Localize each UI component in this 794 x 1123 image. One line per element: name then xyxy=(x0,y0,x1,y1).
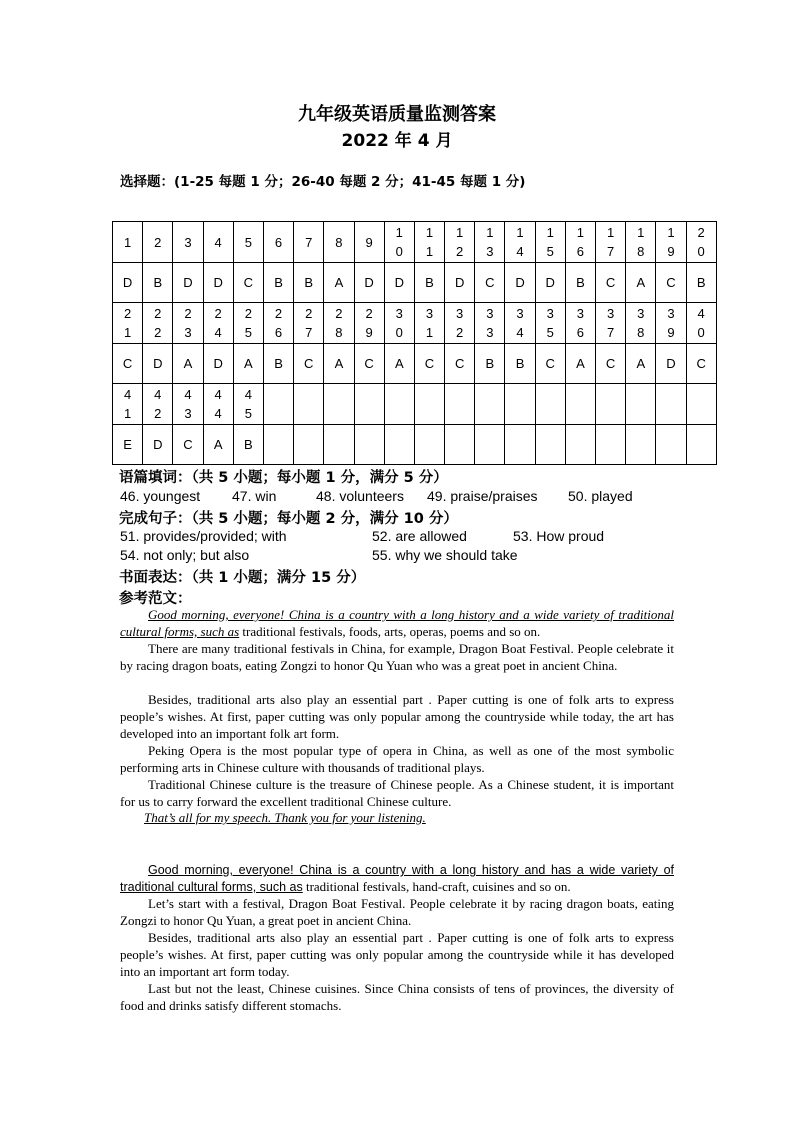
question-number-cell xyxy=(414,222,444,263)
question-number-digit: 3 xyxy=(184,325,192,340)
question-number-digit: 5 xyxy=(244,234,252,250)
question-number-digit: 1 xyxy=(395,225,403,240)
question-number-cell xyxy=(686,222,716,263)
cloze-answer-47: 47. win xyxy=(232,488,277,504)
answer-cell: C xyxy=(596,263,626,303)
question-number-cell xyxy=(626,303,656,344)
question-number-digit: 2 xyxy=(697,225,705,240)
question-number-digit: 5 xyxy=(244,325,252,340)
question-number-row xyxy=(113,303,717,344)
answer-cell: A xyxy=(384,344,414,384)
answer-cell: A xyxy=(203,425,233,465)
question-number-cell xyxy=(354,303,384,344)
cloze-answer-48: 48. volunteers xyxy=(316,488,404,504)
question-number-digit: 9 xyxy=(365,234,373,250)
question-number-digit: 5 xyxy=(546,244,554,259)
answer-cell: D xyxy=(656,344,686,384)
question-number-cell xyxy=(203,384,233,425)
question-number-digit: 4 xyxy=(516,244,524,259)
question-number-digit: 4 xyxy=(244,387,252,402)
question-number-digit: 3 xyxy=(486,244,494,259)
cloze-answer-49: 49. praise/praises xyxy=(427,488,538,504)
answer-cell: C xyxy=(475,263,505,303)
question-number-cell xyxy=(324,384,354,425)
question-number-digit: 3 xyxy=(546,306,554,321)
question-number-digit: 2 xyxy=(123,306,132,321)
question-number-cell xyxy=(113,303,143,344)
question-number-digit: 2 xyxy=(154,406,162,421)
question-number-digit: 7 xyxy=(305,234,313,250)
question-number-digit: 0 xyxy=(697,244,705,259)
question-number-digit: 9 xyxy=(365,325,373,340)
question-number-digit: 4 xyxy=(154,387,162,402)
answer-cell: A xyxy=(233,344,263,384)
question-number-digit: 2 xyxy=(274,306,283,321)
question-number-digit: 1 xyxy=(456,225,464,240)
question-number-digit: 3 xyxy=(516,306,524,321)
question-number-digit: 4 xyxy=(123,387,132,402)
question-number-cell xyxy=(656,303,686,344)
question-number-cell xyxy=(113,222,143,263)
answer-cell xyxy=(324,425,354,465)
question-number-cell xyxy=(565,303,595,344)
answer-cell: D xyxy=(354,263,384,303)
answer-cell: C xyxy=(414,344,444,384)
answer-cell: C xyxy=(294,344,324,384)
question-number-cell xyxy=(475,384,505,425)
answer-cell: E xyxy=(113,425,143,465)
answer-cell xyxy=(656,425,686,465)
answer-cell: B xyxy=(475,344,505,384)
question-number-digit: 3 xyxy=(637,306,645,321)
essay2-intro-rest: traditional festivals, hand-craft, cuisines and so on. xyxy=(302,878,571,894)
answer-cell: C xyxy=(173,425,203,465)
answer-key-table xyxy=(112,221,717,465)
question-number-cell xyxy=(414,303,444,344)
question-number-digit: 3 xyxy=(425,306,434,321)
question-number-digit: 8 xyxy=(637,244,645,259)
question-number-digit: 1 xyxy=(637,225,645,240)
answer-cell xyxy=(263,425,293,465)
sentences-heading: 完成句子：（共 5 小题；每小题 2 分，满分 10 分） xyxy=(119,511,458,527)
question-number-digit: 2 xyxy=(184,306,192,321)
answer-cell: D xyxy=(113,263,143,303)
question-number-cell xyxy=(505,384,535,425)
question-number-cell xyxy=(203,222,233,263)
essay1-closing xyxy=(144,810,674,827)
essay2-paragraph-3: Besides, traditional arts also play an essential part . Paper cutting is one of folk arts to express people’s wishes. At first, paper cutting was only popular among the countryside while it has developed into an important art form today. xyxy=(120,930,674,979)
question-number-cell xyxy=(626,222,656,263)
writing-heading: 书面表达：（共 1 小题；满分 15 分） xyxy=(119,570,366,586)
answer-cell: A xyxy=(324,344,354,384)
question-number-digit: 2 xyxy=(456,325,464,340)
question-number-row xyxy=(113,384,717,425)
answer-cell: D xyxy=(173,263,203,303)
question-number-cell xyxy=(263,222,293,263)
answer-cell: C xyxy=(445,344,475,384)
question-number-cell xyxy=(445,384,475,425)
question-number-cell xyxy=(324,303,354,344)
answer-cell xyxy=(294,425,324,465)
answer-cell: C xyxy=(686,344,716,384)
answer-cell: C xyxy=(113,344,143,384)
essay2-paragraph-2: Let’s start with a festival, Dragon Boat Festival. People celebrate it by racing dragon boats, eating Zongzi to honor Qu Yuan, a great poet in ancient China. xyxy=(120,896,674,928)
question-number-digit: 2 xyxy=(244,306,252,321)
question-number-digit: 4 xyxy=(214,406,222,421)
answer-cell xyxy=(384,425,414,465)
question-number-digit: 4 xyxy=(697,306,705,321)
answer-cell xyxy=(445,425,475,465)
answer-cell xyxy=(626,425,656,465)
question-number-digit: 0 xyxy=(395,325,403,340)
answer-cell xyxy=(354,425,384,465)
answer-row xyxy=(113,263,717,303)
answer-cell xyxy=(535,425,565,465)
question-number-digit: 2 xyxy=(305,306,313,321)
essay1-intro xyxy=(120,607,674,641)
question-number-digit: 1 xyxy=(123,406,132,421)
answer-cell: D xyxy=(203,344,233,384)
answer-cell: D xyxy=(445,263,475,303)
question-number-cell xyxy=(596,222,626,263)
question-number-digit: 8 xyxy=(637,325,645,340)
essay2-intro-underlined: Good morning, everyone! China is a country with a long history and has a wide variety of traditional cultural forms, such as xyxy=(120,863,674,894)
question-number-digit: 1 xyxy=(425,225,434,240)
question-number-cell xyxy=(414,384,444,425)
answer-cell: C xyxy=(354,344,384,384)
question-number-cell xyxy=(505,222,535,263)
question-number-digit: 1 xyxy=(576,225,585,240)
question-number-cell xyxy=(384,303,414,344)
answer-cell: A xyxy=(173,344,203,384)
answer-cell: B xyxy=(414,263,444,303)
cloze-answer-46: 46. youngest xyxy=(120,488,201,504)
question-number-digit: 3 xyxy=(395,306,403,321)
question-number-digit: 4 xyxy=(516,325,524,340)
question-number-digit: 8 xyxy=(335,234,343,250)
question-number-cell xyxy=(203,303,233,344)
question-number-cell xyxy=(233,222,263,263)
question-number-digit: 6 xyxy=(576,325,585,340)
answer-cell xyxy=(686,425,716,465)
question-number-digit: 4 xyxy=(214,234,222,250)
question-number-digit: 2 xyxy=(154,306,162,321)
answer-cell xyxy=(475,425,505,465)
question-number-cell xyxy=(445,222,475,263)
question-number-cell xyxy=(233,384,263,425)
cloze-heading: 语篇填词：（共 5 小题；每小题 1 分，满分 5 分） xyxy=(119,470,448,486)
question-number-cell xyxy=(384,384,414,425)
essay1-paragraph-5: Traditional Chinese culture is the treasure of Chinese people. As a Chinese student, it is important for us to carry forward the excellent traditional Chinese culture. xyxy=(120,777,674,809)
essay1-paragraph-2: There are many traditional festivals in China, for example, Dragon Boat Festival. People celebrate it by racing dragon boats, eating Zongzi to honor Qu Yuan who was a great poet in ancient China. xyxy=(120,641,674,673)
essay1-intro-rest: traditional festivals, foods, arts, operas, poems and so on. xyxy=(239,623,541,639)
exam-date: 2022 年 4 月 xyxy=(341,131,453,151)
question-number-digit: 1 xyxy=(425,244,434,259)
question-number-digit: 7 xyxy=(606,325,615,340)
question-number-cell xyxy=(113,384,143,425)
question-number-digit: 4 xyxy=(214,387,222,402)
answer-cell: B xyxy=(505,344,535,384)
question-number-cell xyxy=(535,384,565,425)
question-number-digit: 1 xyxy=(606,225,615,240)
question-number-cell xyxy=(173,303,203,344)
question-number-digit: 1 xyxy=(546,225,554,240)
question-number-digit: 9 xyxy=(667,244,675,259)
question-number-digit: 0 xyxy=(697,325,705,340)
question-number-digit: 2 xyxy=(456,244,464,259)
multiple-choice-heading: 选择题：(1-25 每题 1 分；26-40 每题 2 分；41-45 每题 1 分) xyxy=(120,174,526,190)
question-number-cell xyxy=(263,384,293,425)
question-number-cell xyxy=(354,222,384,263)
essay1-intro-underlined: Good morning, everyone! China is a country with a long history and a wide variety of traditional cultural forms, such as xyxy=(120,607,674,639)
question-number-cell xyxy=(143,384,173,425)
answer-cell: C xyxy=(656,263,686,303)
question-number-cell xyxy=(354,384,384,425)
answer-cell: D xyxy=(203,263,233,303)
question-number-cell xyxy=(686,384,716,425)
question-number-digit: 3 xyxy=(576,306,585,321)
question-number-digit: 3 xyxy=(486,325,494,340)
question-number-digit: 5 xyxy=(546,325,554,340)
answer-cell xyxy=(565,425,595,465)
question-number-cell xyxy=(294,303,324,344)
answer-cell: A xyxy=(565,344,595,384)
question-number-digit: 1 xyxy=(123,325,132,340)
question-number-digit: 2 xyxy=(154,234,162,250)
question-number-cell xyxy=(475,222,505,263)
question-number-cell xyxy=(233,303,263,344)
sentence-answer-55: 55. why we should take xyxy=(372,547,518,563)
question-number-cell xyxy=(535,303,565,344)
question-number-cell xyxy=(294,384,324,425)
question-number-digit: 4 xyxy=(184,387,192,402)
question-number-cell xyxy=(143,222,173,263)
question-number-cell xyxy=(535,222,565,263)
question-number-cell xyxy=(626,384,656,425)
question-number-cell xyxy=(294,222,324,263)
question-number-digit: 2 xyxy=(365,306,373,321)
answer-cell: A xyxy=(626,344,656,384)
answer-cell xyxy=(505,425,535,465)
answer-cell: B xyxy=(263,344,293,384)
question-number-digit: 4 xyxy=(214,325,222,340)
answer-cell: D xyxy=(505,263,535,303)
sample-essay-label: 参考范文： xyxy=(119,591,192,607)
answer-row xyxy=(113,425,717,465)
answer-cell: B xyxy=(294,263,324,303)
sentence-answer-53: 53. How proud xyxy=(513,528,605,544)
question-number-digit: 3 xyxy=(667,306,675,321)
answer-cell: D xyxy=(384,263,414,303)
answer-cell: B xyxy=(686,263,716,303)
essay1-paragraph-4: Peking Opera is the most popular type of opera in China, as well as one of the most symbolic performing arts in Chinese culture with thousands of traditional plays. xyxy=(120,743,674,775)
answer-cell: C xyxy=(535,344,565,384)
answer-cell: A xyxy=(626,263,656,303)
answer-row xyxy=(113,344,717,384)
question-number-digit: 1 xyxy=(123,234,132,250)
answer-cell: B xyxy=(263,263,293,303)
essay1-closing-text: That’s all for my speech. Thank you for your listening. xyxy=(144,810,426,825)
question-number-digit: 1 xyxy=(516,225,524,240)
question-number-cell xyxy=(686,303,716,344)
question-number-cell xyxy=(565,222,595,263)
question-number-digit: 2 xyxy=(154,325,162,340)
question-number-digit: 3 xyxy=(456,306,464,321)
sentence-answer-54: 54. not only; but also xyxy=(120,547,250,563)
question-number-digit: 7 xyxy=(606,244,615,259)
page-title: 九年级英语质量监测答案 xyxy=(298,104,496,125)
answer-cell: D xyxy=(143,344,173,384)
answer-cell xyxy=(596,425,626,465)
question-number-cell xyxy=(596,303,626,344)
question-number-digit: 3 xyxy=(184,234,192,250)
answer-cell: B xyxy=(233,425,263,465)
essay1-paragraph-3: Besides, traditional arts also play an essential part . Paper cutting is one of folk arts to express people’s wishes. At first, paper cutting was only popular among the countryside while today, the art has developed into an important folk art form. xyxy=(120,692,674,741)
question-number-cell xyxy=(596,384,626,425)
answer-cell: A xyxy=(324,263,354,303)
question-number-digit: 5 xyxy=(244,406,252,421)
question-number-cell xyxy=(475,303,505,344)
sentence-answer-52: 52. are allowed xyxy=(372,528,467,544)
answer-cell: C xyxy=(233,263,263,303)
question-number-digit: 2 xyxy=(335,306,343,321)
answer-cell: D xyxy=(143,425,173,465)
question-number-cell xyxy=(445,303,475,344)
essay2-paragraph-4: Last but not the least, Chinese cuisines. Since China consists of tens of provinces, the diversity of food and drinks satisfy different stomachs. xyxy=(120,981,674,1013)
question-number-cell xyxy=(324,222,354,263)
question-number-cell xyxy=(656,384,686,425)
question-number-digit: 6 xyxy=(274,234,283,250)
question-number-cell xyxy=(384,222,414,263)
answer-cell xyxy=(414,425,444,465)
sentence-answer-51: 51. provides/provided; with xyxy=(120,528,287,544)
question-number-digit: 3 xyxy=(606,306,615,321)
question-number-cell xyxy=(505,303,535,344)
answer-cell: D xyxy=(535,263,565,303)
question-number-digit: 2 xyxy=(214,306,222,321)
question-number-digit: 0 xyxy=(395,244,403,259)
question-number-digit: 6 xyxy=(576,244,585,259)
question-number-digit: 7 xyxy=(305,325,313,340)
question-number-row xyxy=(113,222,717,263)
question-number-digit: 3 xyxy=(486,306,494,321)
answer-cell: B xyxy=(565,263,595,303)
question-number-cell xyxy=(565,384,595,425)
essay2-intro xyxy=(120,862,674,896)
question-number-digit: 8 xyxy=(335,325,343,340)
question-number-digit: 1 xyxy=(486,225,494,240)
question-number-cell xyxy=(173,222,203,263)
question-number-cell xyxy=(173,384,203,425)
answer-cell: C xyxy=(596,344,626,384)
question-number-digit: 1 xyxy=(425,325,434,340)
answer-cell: B xyxy=(143,263,173,303)
cloze-answer-50: 50. played xyxy=(568,488,633,504)
question-number-digit: 6 xyxy=(274,325,283,340)
question-number-digit: 9 xyxy=(667,325,675,340)
question-number-cell xyxy=(143,303,173,344)
question-number-cell xyxy=(656,222,686,263)
question-number-digit: 3 xyxy=(184,406,192,421)
question-number-cell xyxy=(263,303,293,344)
question-number-digit: 1 xyxy=(667,225,675,240)
